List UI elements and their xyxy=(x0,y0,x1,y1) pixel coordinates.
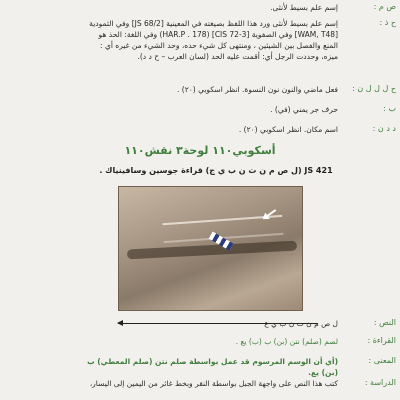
entry-label: ح ذ : xyxy=(379,18,396,27)
meaning-label: المعنى : xyxy=(368,356,396,365)
reading-value: لصم (صلم) نتن (بن) ب (ب) يع . xyxy=(235,337,338,346)
inscription-photo xyxy=(118,186,303,311)
study-label: الدراسة : xyxy=(364,378,396,387)
entry-label: ب : xyxy=(383,104,396,113)
entry-text: فعل ماضي والنون نون النسوة. انظر اسكوبي (٢٠) . xyxy=(177,85,338,94)
text-label: النص : xyxy=(373,318,396,327)
entry-text: إسم علم بسيط لأنثى. xyxy=(270,3,338,12)
text-value: ل ص م ن ت ن ب ي ع xyxy=(264,319,338,328)
entry-text: إسم علم بسيط لأنثى ورد هذا اللفظ بصيغته في المعينية [JS 68/2] وفي الثمودية [WAM, T48] وفي الصفوية [CIS 72-3] (HAR.P . 178) وفي اللغة: الحذ هو المنع والفصل بين الشيئين ، ومنتهى كل شيء حده، وحد الشيء من غيره أي : ميزه، وحددت الرجل أي: أقمت عليه الحد (لسان العرب – ح د د). xyxy=(89,19,338,61)
entry-text: اسم مكان. انظر اسكوبي (٢٠) . xyxy=(238,125,338,134)
entry-text: حرف جر يمني (في) . xyxy=(270,105,338,114)
inscription-subheading: JS 421 (ل ص م ن ت ن ب ي ج) قراءة جوسين وسافينياك . xyxy=(99,166,333,175)
reading-label: القراءة : xyxy=(367,336,396,345)
rock-crack xyxy=(127,241,297,260)
entry-label: د د ن : xyxy=(372,124,396,133)
entry-label: ح ل ل ل ن : xyxy=(352,84,396,93)
study-value: كتب هذا النص على واجهة الجبل بواسطة النقر وبخط غائر من اليمين إلى اليسار، xyxy=(89,379,338,388)
entry-label: ص م : xyxy=(373,2,396,11)
section-heading: أسكوبي١١٠ لوحة٣ نقش١١٠ xyxy=(124,144,276,157)
meaning-value: (أي أن الوسم المرسوم قد عمل بواسطة صلم نتن (صلم المعطي) ب (بن) يع. xyxy=(87,357,338,377)
